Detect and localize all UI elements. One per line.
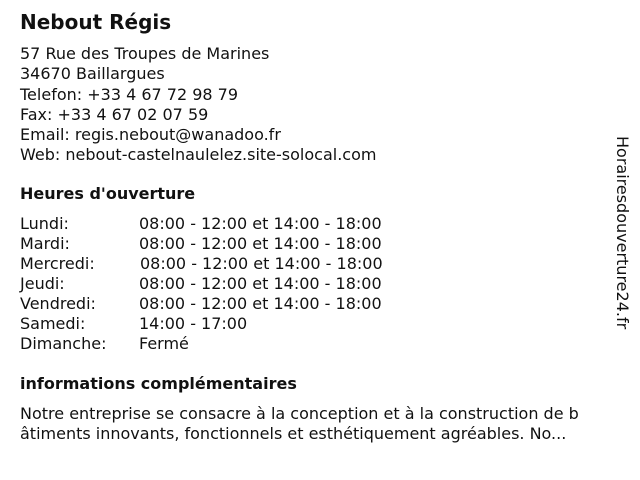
day-label: Lundi:: [20, 214, 69, 233]
time-range: 14:00 - 17:00: [139, 314, 248, 333]
time-range: Fermé: [139, 334, 189, 353]
address-street: 57 Rue des Troupes de Marines: [20, 44, 270, 63]
fax-number: Fax: +33 4 67 02 07 59: [20, 104, 209, 124]
info-heading: informations complémentaires: [20, 374, 297, 393]
business-description: [20, 404, 624, 444]
site-watermark: Horairesdouverture24.fr: [613, 136, 632, 330]
time-range: 08:00 - 12:00 et 14:00 - 18:00: [140, 254, 383, 273]
time-range: 08:00 - 12:00 et 14:00 - 18:00: [139, 294, 382, 313]
address-city: 34670 Baillargues: [20, 64, 165, 84]
day-label: Samedi:: [20, 314, 86, 333]
description-line-1: Notre entreprise se consacre à la conception et à la construction de b: [20, 404, 579, 423]
day-label: Dimanche:: [20, 334, 107, 353]
hours-heading: Heures d'ouverture: [20, 184, 196, 203]
time-range: 08:00 - 12:00 et 14:00 - 18:00: [139, 234, 382, 253]
phone-number: Telefon: +33 4 67 72 98 79: [20, 84, 239, 104]
time-range: 08:00 - 12:00 et 14:00 - 18:00: [139, 274, 382, 293]
contact-details: [20, 44, 376, 166]
day-label: Jeudi:: [20, 274, 65, 293]
description-line-2: âtiments innovants, fonctionnels et esthétiquement agréables. No...: [20, 424, 567, 443]
email-address: Email: regis.nebout@wanadoo.fr: [20, 125, 281, 145]
day-label: Mercredi:: [20, 254, 95, 273]
business-name: Nebout Régis: [20, 10, 172, 34]
website-address: Web: nebout-castelnaulelez.site-solocal.com: [20, 145, 377, 165]
day-label: Mardi:: [20, 234, 70, 253]
time-range: 08:00 - 12:00 et 14:00 - 18:00: [139, 214, 382, 233]
day-label: Vendredi:: [20, 294, 96, 313]
